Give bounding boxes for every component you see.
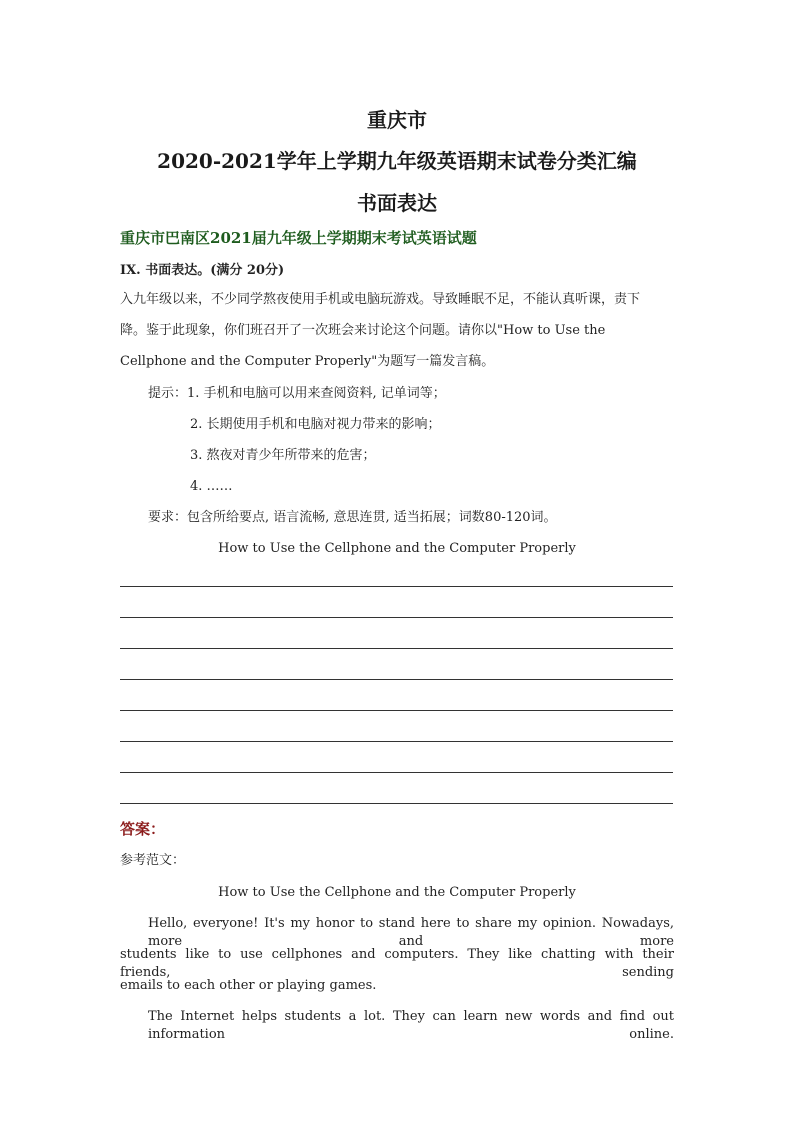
title-city: 重庆市 (367, 108, 427, 132)
requirement-text: 要求：包含所给要点, 语言流畅, 意思连贯, 适当拓展；词数80-120词。 (148, 510, 557, 525)
answer-paragraph-2-line-1: The Internet helps students a lot. They can learn new words and find out information online. (148, 1009, 674, 1042)
writing-line (120, 586, 673, 587)
writing-line (120, 710, 673, 711)
answer-label: 答案： (120, 820, 166, 838)
writing-line (120, 741, 673, 742)
hint-4: 4. …… (190, 479, 233, 494)
reference-label: 参考范文： (120, 853, 186, 868)
writing-line (120, 803, 673, 804)
source-heading: 重庆市巴南区2021届九年级上学期期末考试英语试题 (120, 229, 477, 247)
hint-2: 2. 长期使用手机和电脑对视力带来的影响； (190, 417, 441, 432)
answer-paragraph-1-line-3: emails to each other or playing games. (120, 978, 377, 993)
answer-essay-title: How to Use the Cellphone and the Computer Properly (218, 885, 576, 900)
writing-line (120, 772, 673, 773)
title-topic: 书面表达 (357, 191, 437, 215)
answer-paragraph-1-line-1: Hello, everyone! It's my honor to stand here to share my opinion. Nowadays, more and more (148, 916, 674, 949)
title-main: 2020-2021学年上学期九年级英语期末试卷分类汇编 (157, 149, 637, 173)
writing-line (120, 617, 673, 618)
hint-3: 3. 熬夜对青少年所带来的危害； (190, 448, 376, 463)
essay-title-prompt: How to Use the Cellphone and the Computer Properly (218, 541, 576, 556)
question-heading: IX. 书面表达。(满分 20分) (120, 263, 285, 278)
question-body-line-2: 降。鉴于此现象，你们班召开了一次班会来讨论这个问题。请你以"How to Use the (120, 323, 606, 338)
writing-line (120, 648, 673, 649)
writing-line (120, 679, 673, 680)
hint-1: 提示：1. 手机和电脑可以用来查阅资料, 记单词等； (148, 386, 446, 401)
question-body-line-1: 入九年级以来，不少同学熬夜使用手机或电脑玩游戏。导致睡眠不足，不能认真听课，责下 (120, 292, 641, 307)
answer-paragraph-1-line-2: students like to use cellphones and computers. They like chatting with their friends, sending (120, 947, 674, 980)
question-body-line-3: Cellphone and the Computer Properly"为题写一篇发言稿。 (120, 354, 495, 369)
